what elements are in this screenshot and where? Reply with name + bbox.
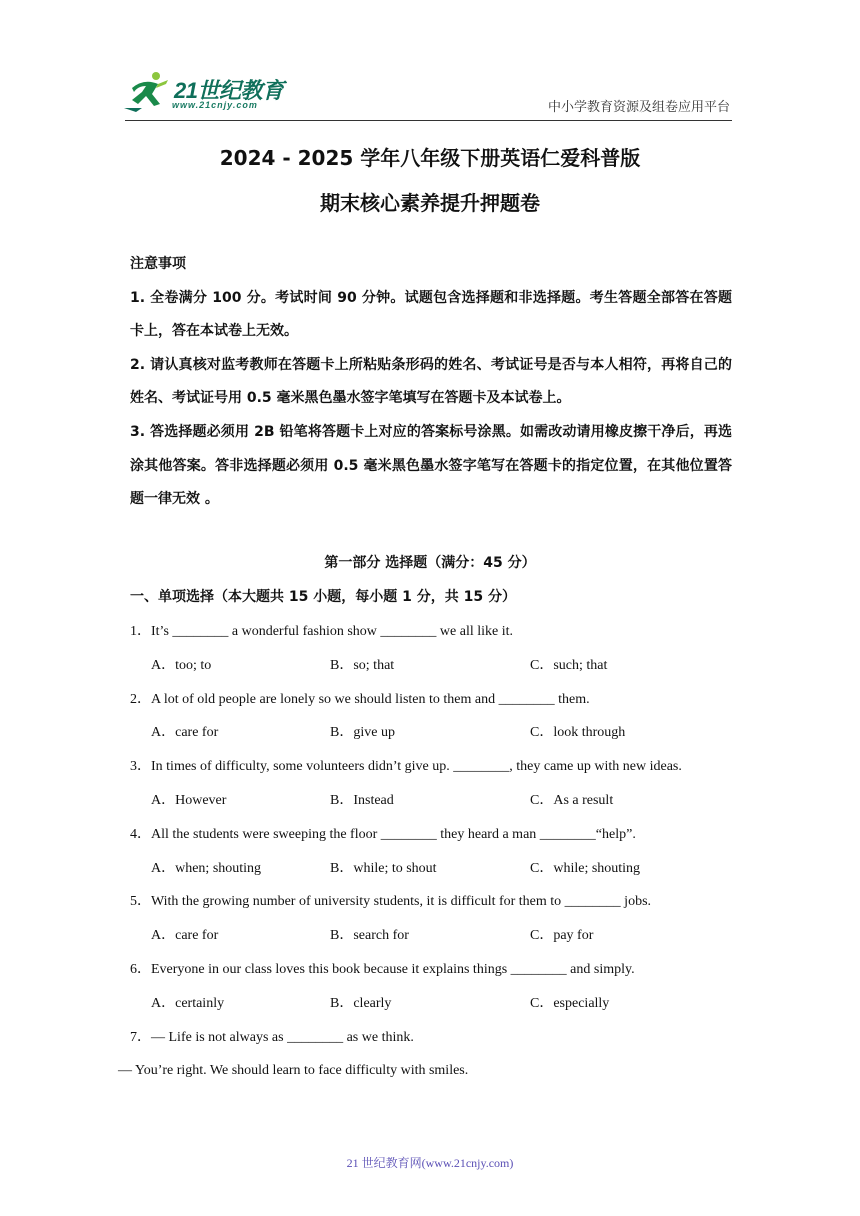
question-options [130, 654, 740, 688]
section-title: 一、单项选择（本大题共 15 小题，每小题 1 分，共 15 分） [130, 589, 516, 605]
notice-item: 1. 全卷满分 100 分。考试时间 90 分钟。试题包含选择题和非选择题。考生答题全部答在答题卡上，答在本试卷上无效。 [130, 289, 732, 340]
header-divider [125, 120, 732, 121]
question-item [130, 688, 740, 756]
logo [122, 70, 292, 114]
question-options [130, 857, 740, 891]
question-reply: — You’re right. We should learn to face difficulty with smiles. [118, 1063, 469, 1079]
question-stem: 1．It’s ________ a wonderful fashion show ________ we all like it. [130, 624, 514, 639]
question-stem: 3．In times of difficulty, some volunteers didn’t give up. ________, they came up with new ideas. [130, 759, 682, 775]
option-c: C．pay for [530, 928, 594, 944]
question-stem: 2．A lot of old people are lonely so we should listen to them and ________ them. [130, 691, 590, 707]
option-a: A．when; shouting [151, 860, 262, 876]
question-item [118, 1026, 740, 1094]
question-stem: 7．— Life is not always as ________ as we think. [130, 1029, 414, 1045]
question-options [130, 992, 740, 1026]
option-c: C．look through [530, 725, 626, 741]
notice-heading: 注意事项 [130, 256, 186, 272]
option-c: C．As a result [530, 792, 614, 808]
option-b: B．search for [330, 928, 409, 944]
option-a: A．certainly [151, 995, 225, 1011]
logo-text: 21世纪教育 [174, 78, 284, 103]
question-stem: 6．Everyone in our class loves this book because it explains things ________ and simply. [130, 961, 635, 977]
option-c: C．such; that [530, 657, 608, 673]
option-b: B．give up [330, 725, 395, 741]
question-item [130, 823, 740, 891]
option-a: A．care for [151, 725, 219, 741]
question-options [130, 721, 740, 755]
exam-title-line1: 2024 - 2025 学年八年级下册英语仁爱科普版 [219, 146, 641, 170]
option-a: A．care for [151, 928, 219, 944]
notice-item: 2. 请认真核对监考教师在答题卡上所粘贴条形码的姓名、考试证号是否与本人相符，再将自己的姓名、考试证号用 0.5 毫米黑色墨水签字笔填写在答题卡及本试卷上。 [130, 356, 732, 407]
option-b: B．clearly [330, 995, 392, 1011]
option-c: C．while; shouting [530, 860, 641, 876]
option-b: B．while; to shout [330, 860, 437, 876]
option-a: A．too; to [151, 657, 212, 673]
question-stem: 5．With the growing number of university students, it is difficult for them to ________ jobs. [130, 894, 652, 910]
question-item [130, 958, 740, 1026]
notice-section [130, 248, 732, 517]
option-b: B．Instead [330, 792, 394, 808]
question-item [130, 620, 740, 688]
question-item [130, 755, 740, 823]
question-item [130, 890, 740, 958]
exam-title-line2: 期末核心素养提升押题卷 [320, 191, 540, 215]
part-title: 第一部分 选择题（满分：45 分） [324, 555, 536, 571]
question-list [118, 620, 740, 1093]
notice-item: 3. 答选择题必须用 2B 铅笔将答题卡上对应的答案标号涂黑。如需改动请用橡皮擦干净后，再选涂其他答案。答非选择题必须用 0.5 毫米黑色墨水签字笔写在答题卡的指定位置，在其他位置答题一律无效 。 [130, 423, 732, 508]
option-c: C．especially [530, 995, 610, 1011]
question-options [130, 789, 740, 823]
option-a: A．However [151, 792, 227, 808]
question-stem: 4．All the students were sweeping the floor ________ they heard a man ________“help”. [130, 826, 636, 842]
question-options [130, 924, 740, 958]
logo-url: www.21cnjy.com [172, 100, 258, 110]
header-platform-text: 中小学教育资源及组卷应用平台 [547, 100, 730, 115]
option-b: B．so; that [330, 657, 395, 673]
page-footer: 21 世纪教育网(www.21cnjy.com) [346, 1156, 514, 1170]
runner-logo-icon [122, 70, 174, 114]
page-header [0, 0, 860, 122]
